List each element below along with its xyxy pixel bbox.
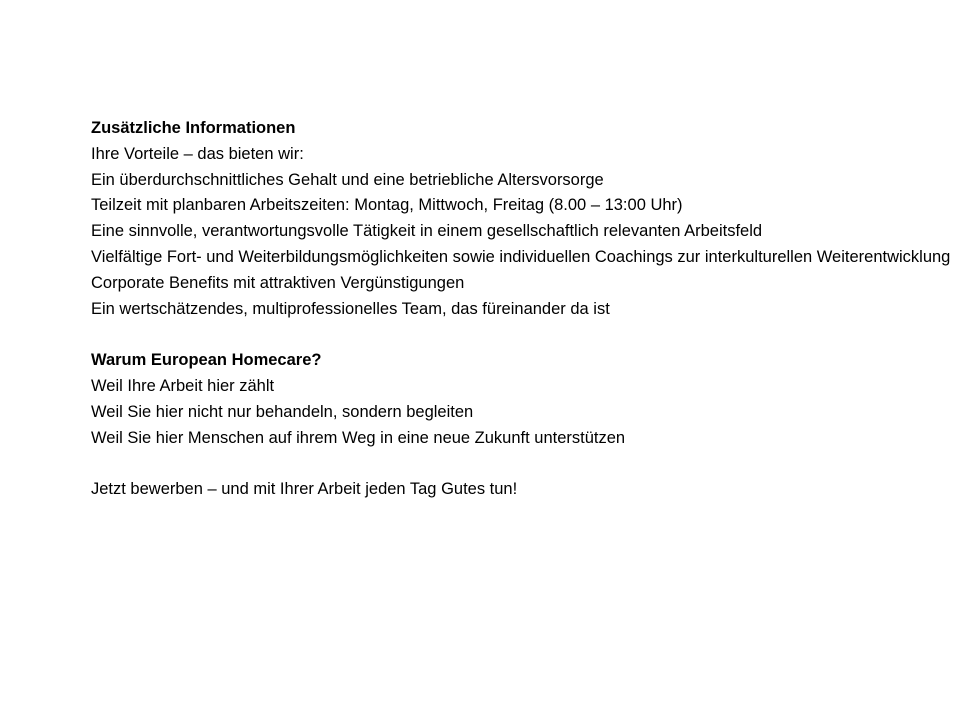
section-heading-additional-info: Zusätzliche Informationen	[91, 119, 296, 137]
section-heading-why-company: Warum European Homecare?	[91, 351, 322, 370]
benefit-item: Ein überdurchschnittliches Gehalt und eine betriebliche Altersvorsorge	[91, 170, 604, 189]
document-body	[91, 116, 951, 503]
paragraph-spacer	[91, 451, 951, 477]
benefit-item: Eine sinnvolle, verantwortungsvolle Tätigkeit in einem gesellschaftlich relevanten Arbeitsfeld	[91, 222, 763, 241]
benefit-item: Teilzeit mit planbaren Arbeitszeiten: Montag, Mittwoch, Freitag (8.00 – 13:00 Uhr)	[91, 196, 683, 215]
reason-item: Weil Sie hier Menschen auf ihrem Weg in eine neue Zukunft unterstützen	[91, 428, 626, 447]
closing-call-to-action: Jetzt bewerben – und mit Ihrer Arbeit jeden Tag Gutes tun!	[91, 480, 518, 499]
reason-item: Weil Sie hier nicht nur behandeln, sondern begleiten	[91, 402, 474, 421]
benefit-item: Vielfältige Fort- und Weiterbildungsmöglichkeiten sowie individuellen Coachings zur interkulturellen Weiterentwicklung	[91, 247, 951, 266]
paragraph-spacer	[91, 322, 951, 348]
benefit-item: Ein wertschätzendes, multiprofessionelles Team, das füreinander da ist	[91, 299, 610, 318]
benefits-intro: Ihre Vorteile – das bieten wir:	[91, 144, 304, 163]
benefit-item: Corporate Benefits mit attraktiven Vergünstigungen	[91, 273, 465, 292]
reason-item: Weil Ihre Arbeit hier zählt	[91, 376, 275, 395]
